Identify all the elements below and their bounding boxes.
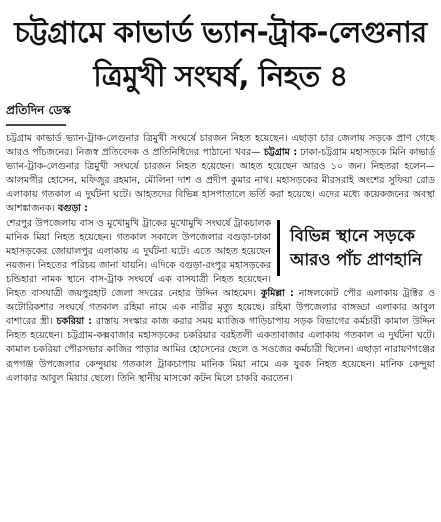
chakaria-text: রাস্তায় সংস্কার কাজ করার সময় ম্যাজিক গাড়িচাপায় সড়ক বিভাগের কর্মচারী কামাল উদ্দিন নিহত হয়েছেন। চট্টগ্রাম-কক্সবাজার মহাসড়কের চকরিয়ার বরইতলী একতাবাজার এলাকায় গতকাল এ দুর্ঘটনা ঘটে। কামাল চকরিয়া পৌরসভার কাজির পাড়ার আমির হোসেনের ছেলে ও সওজের কর্মচারী ছিলেন। এছাড়া নারায়ণগঞ্জের রূপগঞ্জ উপজেলার কেন্দুয়ায় গতকাল ট্রাকচাপায় মানিক মিয়া নামে এক যুবক নিহত হয়েছেন। মানিক কেন্দুয়া এলাকার আবুল মিয়ার ছেলে। তিনি স্থানীয় মাসকো কটন মিলে চাকরি করতেন। — [6, 316, 436, 384]
chakaria-label: চকরিয়া : — [56, 316, 93, 328]
article-body — [6, 132, 435, 386]
headline-line-1: চট্টগ্রামে কাভার্ড ভ্যান-ট্রাক-লেগুনার — [14, 15, 427, 49]
paragraph-intro — [6, 132, 435, 217]
intro-text: চট্টগ্রাম কাভার্ড ভ্যান-ট্রাক-লেগুনার ত্রিমুখী সংঘর্ষে চারজন নিহত হয়েছেন। এছাড়া চার জেলায় সড়কে প্রাণ গেছে আরও পাঁচজনের। নিজস্ব প্রতিবেদক ও প্রতিনিধিদের পাঠানো খবর— — [6, 133, 435, 159]
headline — [6, 0, 435, 98]
chattogram-label: চট্টগ্রাম : — [263, 147, 298, 159]
cumilla-label: কুমিল্লা : — [260, 288, 294, 300]
byline: প্রতিদিন ডেস্ক — [6, 103, 71, 117]
chattogram-text: ঢাকা-চট্টগ্রাম মহাসড়কে মিনি কাভার্ড ভ্যান-ট্রাক-লেগুনার ত্রিমুখী সংঘর্ষে চারজন নিহত হয়েছেন। আহত হয়েছেন আরও ১০ জন। নিহতরা হলেন— আলমগীর হোসেন, মফিজুর রহমান, মৌলিনা দাশ ও প্রদীপ কুমার নাথ। মহাসড়কের মীরসরাই অংশের সুফিয়া রোড এলাকায় গতকাল এ দুর্ঘটনা ঘটে। আহতদের বিভিন্ন হাসপাতালে ভর্তি করা হয়েছে। এদের মধ্যে কয়েকজনের অবস্থা আশঙ্কাজনক। — [6, 147, 435, 215]
pull-quote — [277, 220, 435, 276]
byline-divider — [6, 124, 66, 126]
cumilla-text: নাঙ্গলকোট পৌর এলাকায় ট্রাক্টর ও অটোরিকশার সংঘর্ষে গতকাল রহিমা নামে এক নারীর মৃত্যু হয়েছে। রহিমা উপজেলার বাঙ্গড্ডা এলাকার আবুল বাশারের স্ত্রী। — [6, 288, 435, 328]
bogura-label: বগুড়া : — [57, 203, 88, 215]
pull-quote-line-1: বিভিন্ন স্থানে সড়কে — [290, 225, 415, 245]
pull-quote-line-2: আরও পাঁচ প্রাণহানি — [290, 249, 422, 269]
bogura-text: শেরপুর উপজেলায় বাস ও মুখোমুখি ট্রাকের মুখোমুখি সংঘর্ষে ট্রাকচালক মানিক মিয়া নিহত হয়েছেন। গতকাল সকালে উপজেলার বগুড়া-ঢাকা মহাসড়কের জোয়ালপুর এলাকায় এ দুর্ঘটনা ঘটে। এতে আহত হয়েছেন নয়জন। নিহতের পরিচয় জানা যায়নি। এদিকে বগুড়া-রংপুর মহাসড়কের চন্ডিহারা নামক স্থানে বাস-ট্রাক সংঘর্ষে এক বাসযাত্রী নিহত হয়েছেন। নিহত বাসযাত্রী জয়পুরহাট জেলা সদরের নেহার উদ্দিন আহমেদ। — [6, 217, 271, 300]
headline-line-2: ত্রিমুখী সংঘর্ষ, নিহত ৪ — [93, 59, 348, 93]
